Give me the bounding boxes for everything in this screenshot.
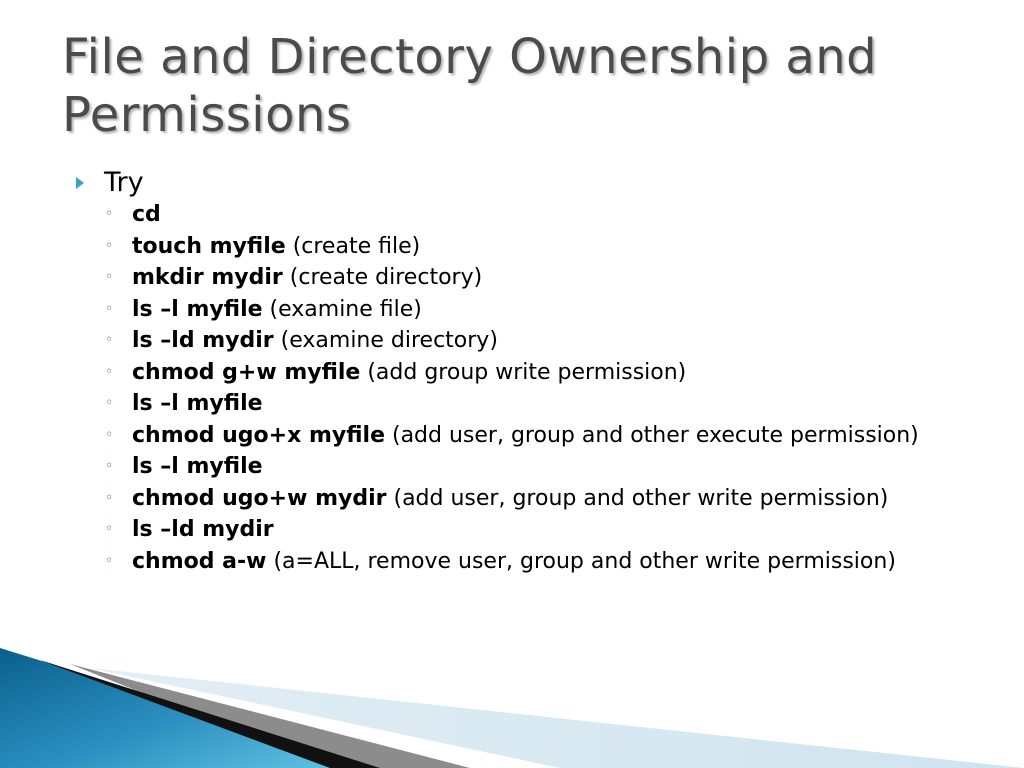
list-item [74,485,974,512]
circle-bullet-icon: ◦ [105,300,114,317]
command-text: chmod ugo+x myfile [132,422,385,448]
command-description: (add user, group and other write permission) [386,485,889,511]
circle-bullet-icon: ◦ [105,521,114,537]
list-item [74,327,974,354]
command-text: chmod g+w myfile [132,359,361,385]
circle-bullet-icon: ◦ [105,237,114,254]
command-text: chmod a-w [132,548,267,574]
slide-title: File and Directory Ownership and Permissions [62,29,878,143]
circle-bullet-icon: ◦ [105,458,114,474]
list-item [74,453,974,480]
command-text: ls –ld mydir [132,328,274,353]
command-text: mkdir mydir [132,265,283,290]
bullet-try [74,165,974,201]
command-text: ls –l myfile [132,296,263,322]
circle-bullet-icon: ◦ [105,269,114,285]
slide-body [74,165,974,579]
command-description: (add user, group and other execute permission) [385,422,919,448]
command-text: ls –ld mydir [132,517,274,542]
command-text: chmod ugo+w mydir [132,485,387,511]
list-item [74,516,974,543]
circle-bullet-icon: ◦ [105,206,114,222]
command-text: touch myfile [132,233,286,259]
circle-bullet-icon: ◦ [105,363,114,380]
circle-bullet-icon: ◦ [105,395,114,411]
command-description: (create file) [285,233,421,259]
circle-bullet-icon: ◦ [105,332,114,348]
list-item [74,201,974,228]
command-description: (add group write permission) [360,359,687,385]
command-text: ls –l myfile [132,454,263,479]
command-description: (examine file) [262,296,422,322]
circle-bullet-icon: ◦ [105,489,114,506]
command-text: cd [132,202,161,227]
command-list [74,201,974,575]
command-text: ls –l myfile [132,391,263,416]
circle-bullet-icon: ◦ [105,426,114,443]
list-item [74,264,974,291]
command-description: (a=ALL, remove user, group and other write permission) [266,548,896,574]
list-item [74,296,974,323]
command-description: (create directory) [282,265,483,290]
list-item [74,390,974,417]
circle-bullet-icon: ◦ [105,552,114,569]
bullet-try-label: Try [104,167,144,198]
list-item [74,422,974,449]
list-item [74,548,974,575]
command-description: (examine directory) [273,328,498,353]
list-item [74,233,974,260]
list-item [74,359,974,386]
triangle-bullet-icon [76,177,84,189]
